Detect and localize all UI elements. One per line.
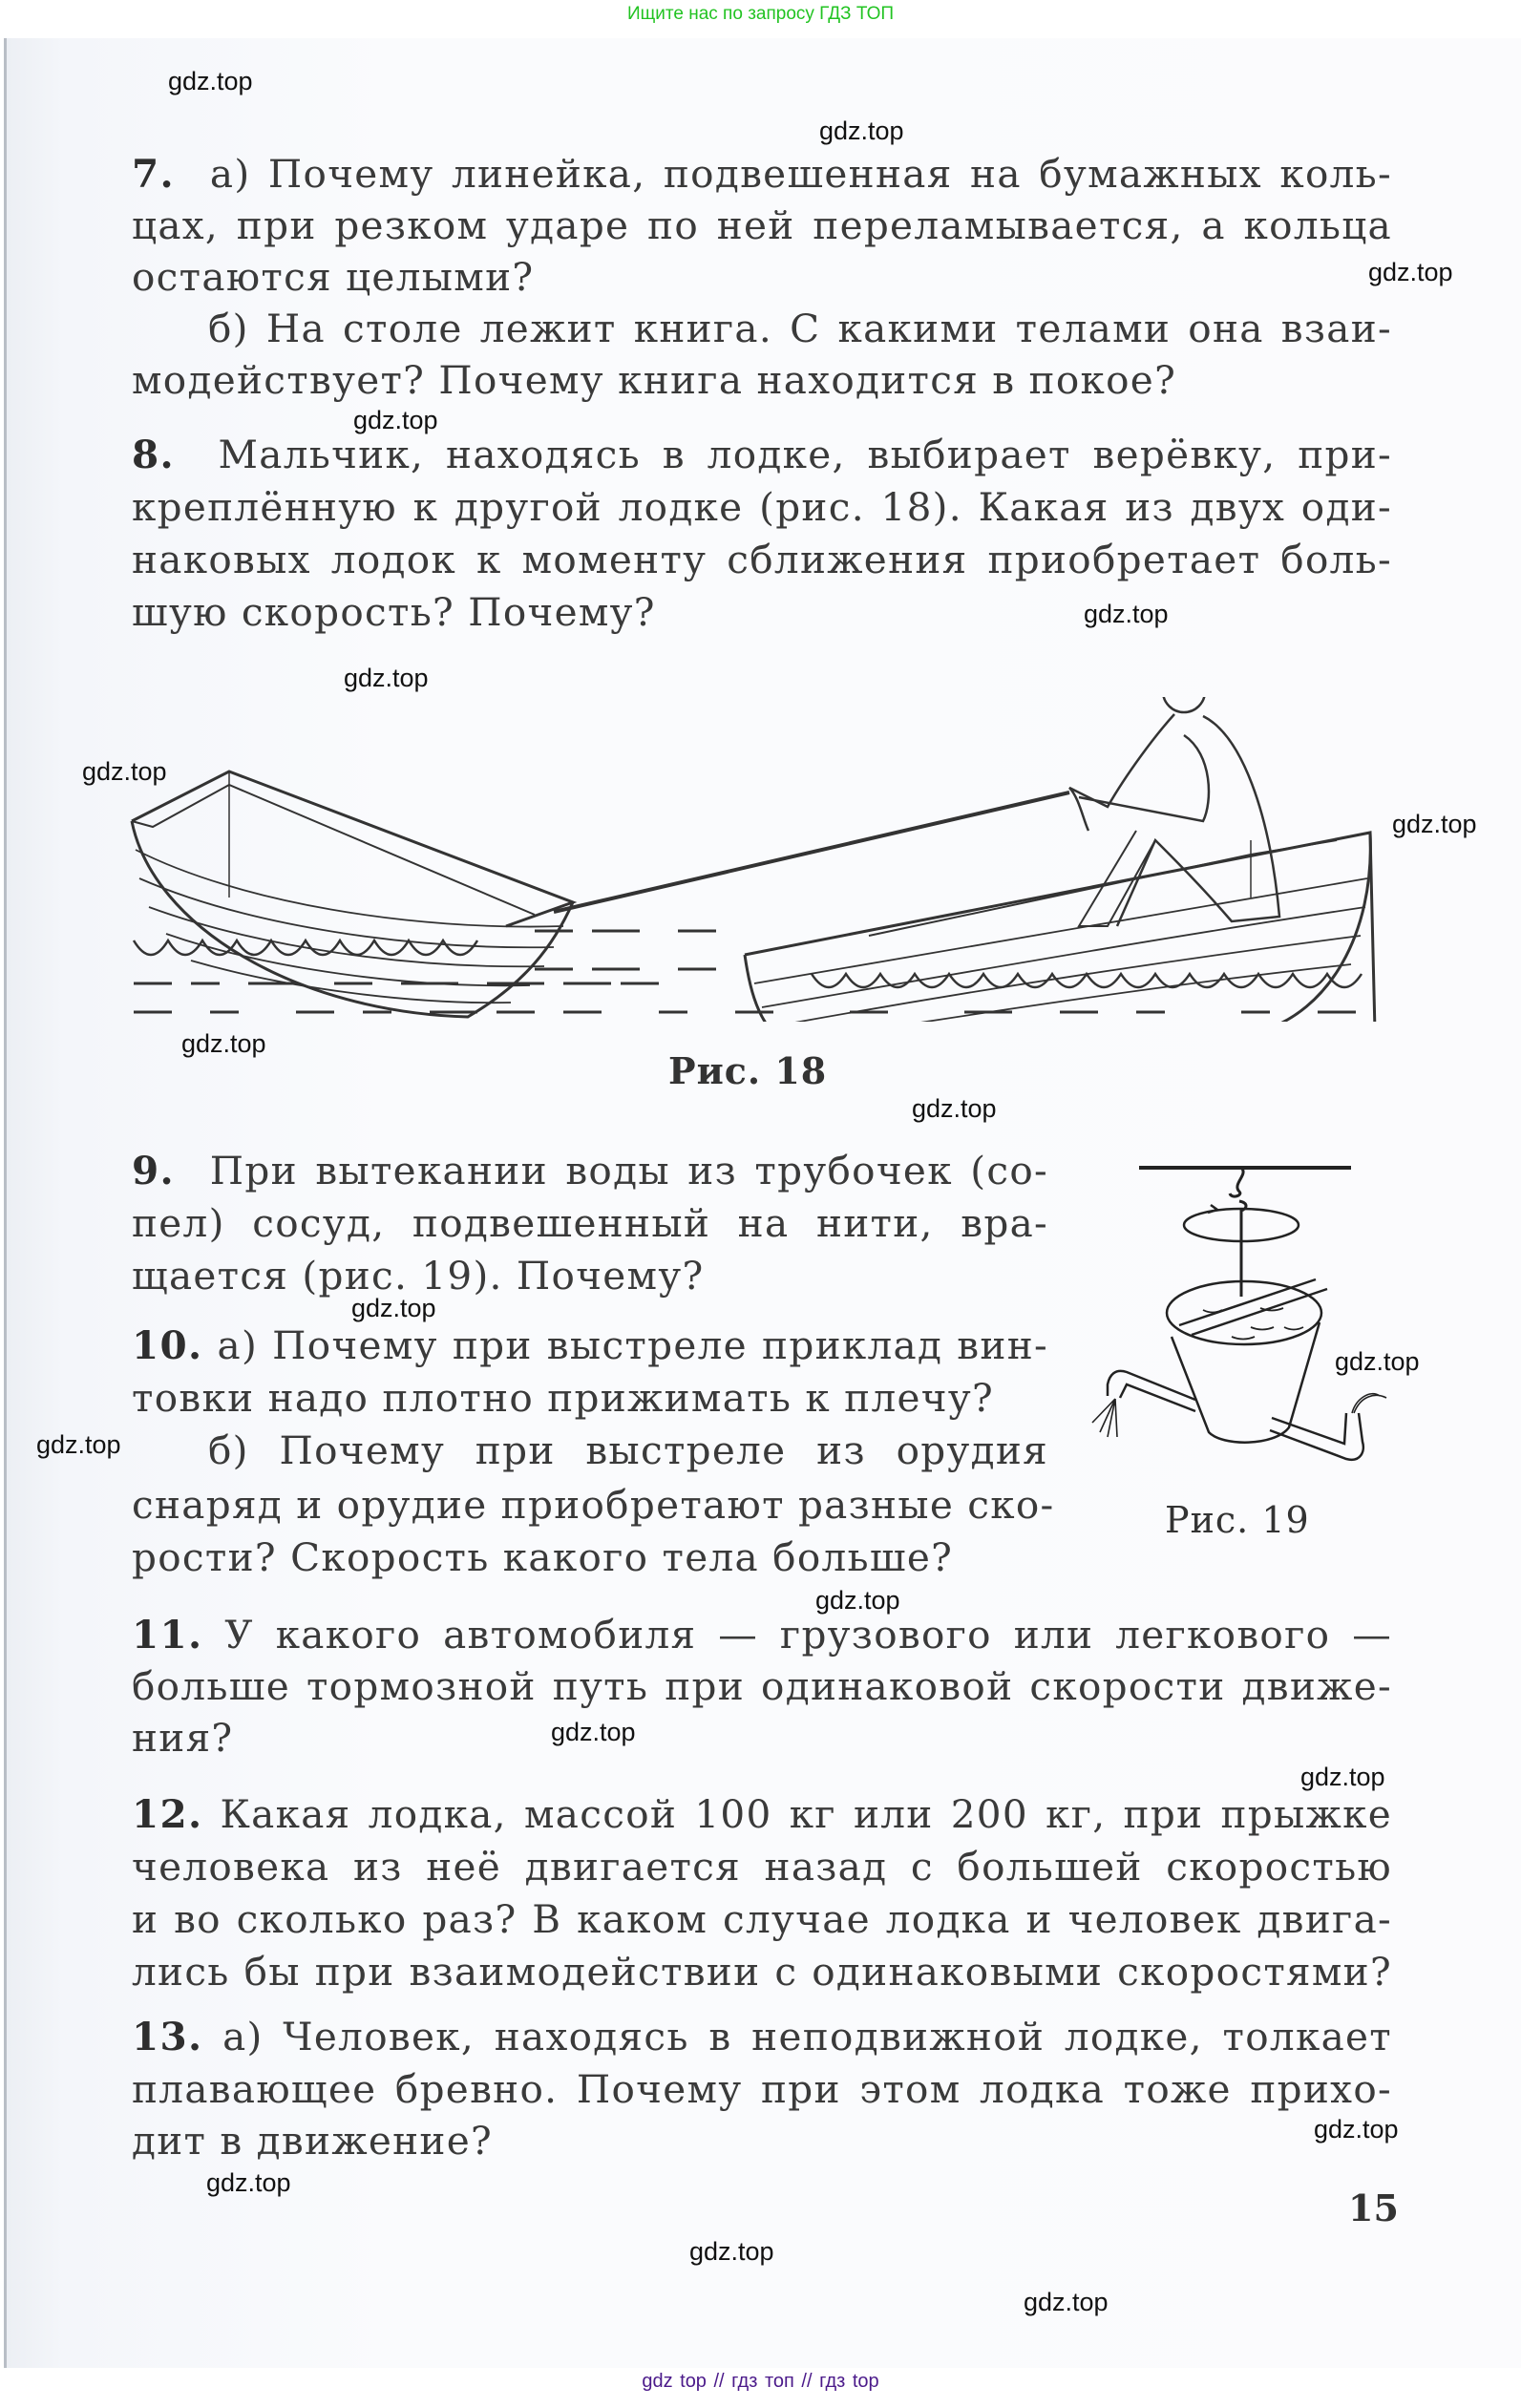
figure-19-vessel — [1088, 1146, 1413, 1499]
watermark: gdz.top — [344, 664, 429, 692]
problem-7-line-5: модействует? Почему книга находится в покое? — [132, 357, 1177, 403]
problem-8-line-4: шую скорость? Почему? — [132, 589, 656, 635]
search-banner[interactable]: Ищите нас по запросу ГДЗ ТОП — [626, 4, 895, 24]
watermark: gdz.top — [1314, 2115, 1399, 2144]
watermark: gdz.top — [1024, 2288, 1109, 2316]
watermark: gdz.top — [815, 1586, 900, 1615]
watermark: gdz.top — [168, 67, 253, 95]
problem-number: 13. — [132, 2014, 203, 2059]
problem-13-line-1: 13. а) Человек, находясь в неподвижной лодке, толкает — [132, 2014, 1392, 2059]
watermark: gdz.top — [819, 116, 904, 145]
watermark: gdz.top — [181, 1029, 266, 1058]
figure-19-caption: Рис. 19 — [1165, 1499, 1310, 1541]
problem-number: 11. — [132, 1612, 203, 1658]
problem-12-line-1: 12. Какая лодка, массой 100 кг или 200 кг, при прыжке — [132, 1791, 1392, 1837]
watermark: gdz.top — [689, 2237, 774, 2266]
watermark: gdz.top — [206, 2168, 291, 2197]
problem-12-line-3: и во сколько раз? В каком случае лодка и человек двига- — [132, 1896, 1392, 1942]
problem-8-line-3: наковых лодок к моменту сближения приобретает боль- — [132, 537, 1392, 582]
problem-13-line-2: плавающее бревно. Почему при этом лодка тоже прихо- — [132, 2066, 1392, 2112]
problem-10-line-5: рости? Скорость какого тела больше? — [132, 1534, 954, 1580]
problem-7-line-1: 7. а) Почему линейка, подвешенная на бумажных коль- — [132, 151, 1392, 197]
problem-12-line-4: лись бы при взаимодействии с одинаковыми скоростями? — [132, 1949, 1392, 1995]
watermark: gdz.top — [36, 1430, 121, 1459]
figure-18-caption: Рис. 18 — [668, 1049, 828, 1092]
problem-11-line-2: больше тормозной путь при одинаковой скорости движе- — [132, 1663, 1392, 1709]
problem-7-line-2: цах, при резком ударе по ней переламывается, а кольца — [132, 202, 1392, 248]
problem-10-line-4: снаряд и орудие приобретают разные ско- — [132, 1482, 1055, 1528]
problem-10-line-1: 10. а) Почему при выстреле приклад вин- — [132, 1322, 1048, 1368]
watermark: gdz.top — [1084, 600, 1169, 628]
problem-9-line-3: щается (рис. 19). Почему? — [132, 1253, 705, 1299]
watermark: gdz.top — [1300, 1763, 1385, 1791]
watermark: gdz.top — [1368, 258, 1453, 286]
watermark: gdz.top — [353, 406, 438, 434]
problem-7-line-3: остаются целыми? — [132, 254, 535, 300]
problem-8-line-2: креплённую к другой лодке (рис. 18). Какая из двух оди- — [132, 484, 1392, 530]
problem-number: 8. — [132, 432, 175, 477]
watermark: gdz.top — [912, 1094, 997, 1123]
problem-9-line-1: 9. При вытекании воды из трубочек (со- — [132, 1148, 1048, 1193]
problem-13-line-3: дит в движение? — [132, 2118, 494, 2164]
watermark: gdz.top — [1335, 1347, 1420, 1376]
problem-11-line-1: 11. У какого автомобиля — грузового или легкового — — [132, 1612, 1392, 1658]
problem-number: 12. — [132, 1791, 203, 1837]
footer-links[interactable]: gdz top // гдз топ // гдз top — [642, 2371, 879, 2392]
problem-9-line-2: пел) сосуд, подвешенный на нити, вра- — [132, 1200, 1048, 1246]
problem-8-line-1: 8. Мальчик, находясь в лодке, выбирает верёвку, при- — [132, 432, 1392, 477]
figure-18-boats — [124, 697, 1394, 1022]
watermark: gdz.top — [1392, 810, 1477, 838]
problem-10-line-3: б) Почему при выстреле из орудия — [208, 1427, 1048, 1473]
watermark: gdz.top — [551, 1718, 636, 1746]
problem-12-line-2: человека из неё двигается назад с большей скоростью — [132, 1844, 1392, 1890]
watermark: gdz.top — [351, 1294, 436, 1322]
problem-11-line-3: ния? — [132, 1715, 234, 1761]
problem-10-line-2: товки надо плотно прижимать к плечу? — [132, 1375, 994, 1421]
page-number: 15 — [1348, 2186, 1399, 2229]
problem-number: 9. — [132, 1148, 175, 1193]
problem-number: 10. — [132, 1322, 203, 1368]
problem-7-line-4: б) На столе лежит книга. С какими телами она взаи- — [208, 306, 1392, 351]
problem-number: 7. — [132, 151, 175, 197]
watermark: gdz.top — [82, 757, 167, 786]
